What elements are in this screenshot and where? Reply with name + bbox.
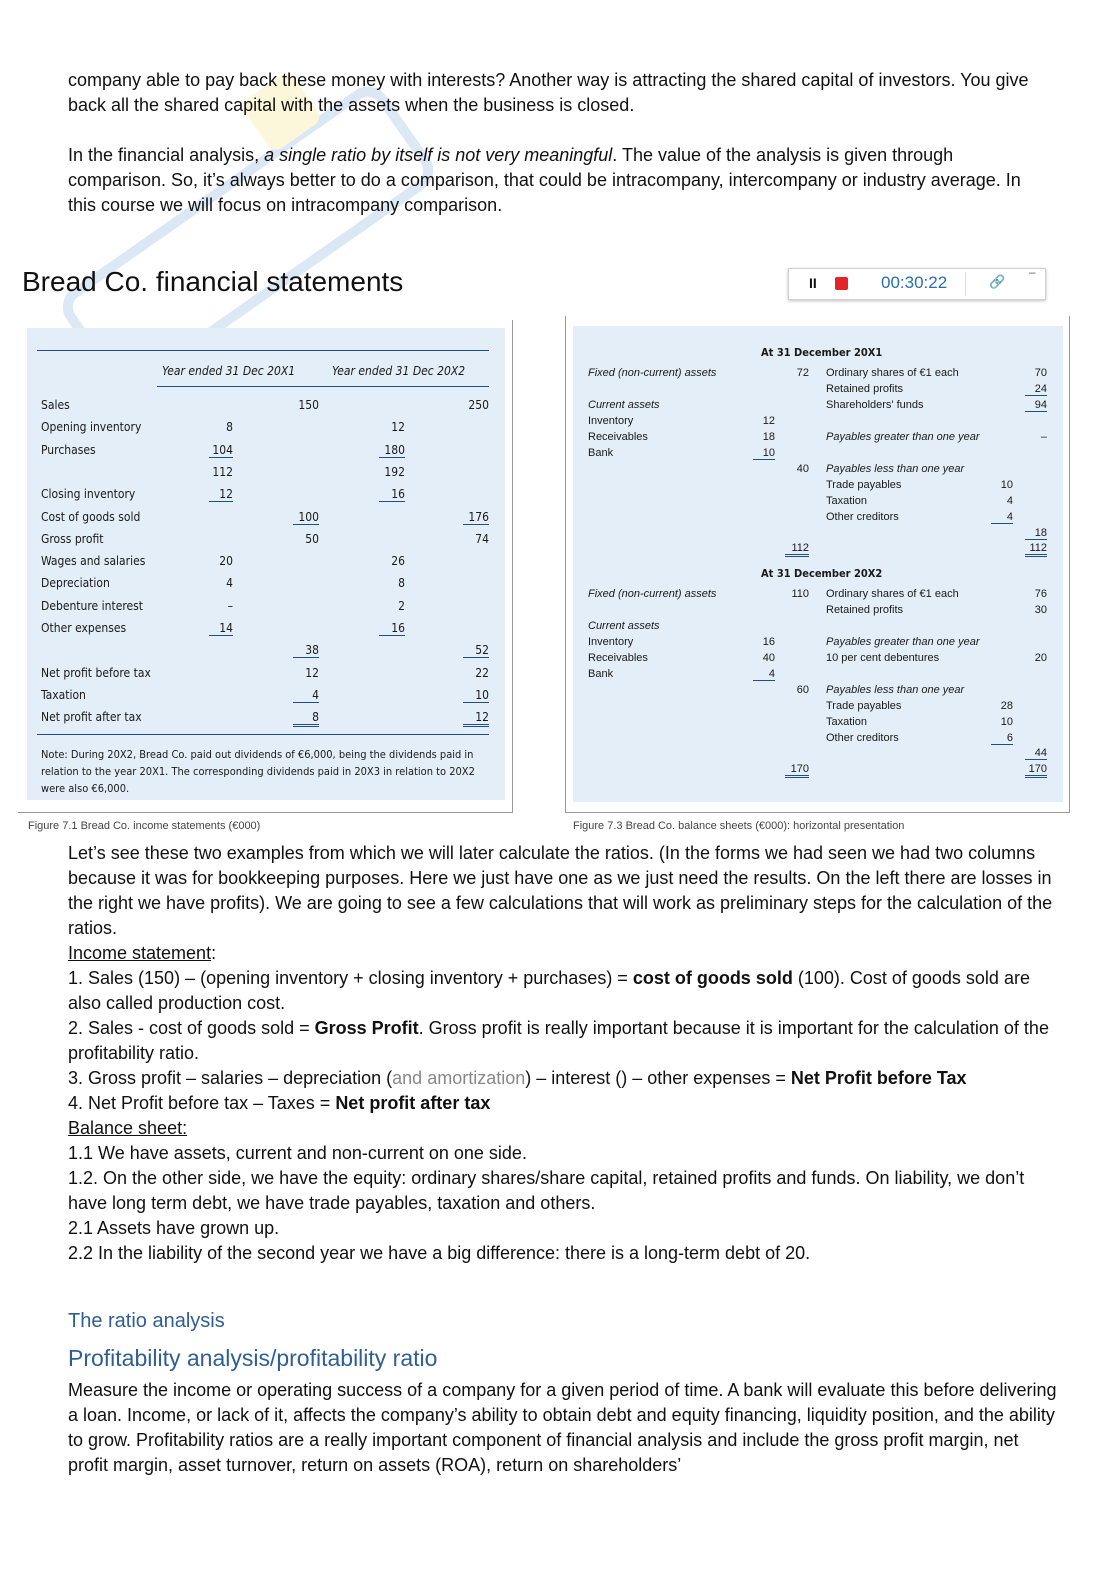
income-value-20x1-detail: 4 [226,576,233,591]
receivables-label: Receivables [588,431,648,443]
income-value-20x2-total: 22 [475,665,489,680]
current-assets-label: Current assets [588,399,660,411]
income-value-20x2-detail: 2 [398,598,405,613]
trade-payables-value: 28 [1000,700,1013,712]
current-assets-label: Current assets [588,620,660,632]
page-title: Bread Co. financial statements [22,266,404,297]
income-value-20x1-detail: 104 [209,443,233,458]
income-row-label: Cost of goods sold [41,509,141,524]
debentures-value: 20 [1034,652,1047,664]
inventory-value: 16 [762,636,775,648]
retained-profits-value: 24 [1025,383,1047,396]
rule [37,734,489,735]
fixed-assets-value: 110 [791,588,809,600]
current-assets-total: 40 [796,463,809,475]
taxation-value: 10 [1000,716,1013,728]
other-creditors-value: 4 [991,511,1013,524]
inventory-label: Inventory [588,415,634,427]
trade-payables-label: Trade payables [826,700,902,712]
payables-lt-year-label: Payables less than one year [826,463,965,475]
retained-profits-label: Retained profits [826,604,904,616]
income-value-20x1-total: 100 [293,510,319,525]
other-creditors-label: Other creditors [826,732,899,744]
taxation-label: Taxation [826,495,867,507]
shareholders-funds-value: 94 [1025,399,1047,412]
liabilities-total: 18 [1025,527,1047,540]
income-value-20x2-detail: 192 [384,464,405,479]
income-row-label: Closing inventory [41,487,136,502]
retained-profits-label: Retained profits [826,383,904,395]
income-value-20x1-detail: – [227,598,233,613]
income-value-20x2-total: 10 [463,688,489,703]
balance-title-20x1: At 31 December 20X1 [761,346,883,359]
minimize-button[interactable]: – [1029,265,1036,279]
explanation-paragraph: Let’s see these two examples from which we will later calculate the ratios. (In the forms we had seen we had two columns because it was for bookkeeping purposes. Here we just have one as we just need the results. On the left there are losses in the right we have profits). We are going to see a few calculations that will work as preliminary steps for the calculation of the ratios. [68,843,1053,938]
income-value-20x1-total: 50 [305,531,319,546]
income-step-4: 4. Net Profit before tax – Taxes = Net profit after tax [68,1093,491,1113]
shareholders-funds-label: Shareholders' funds [826,399,924,411]
intro-paragraph-2: In the financial analysis, a single ratio by itself is not very meaningful. The value of the analysis is given through comparison. So, it’s always better to do a comparison, that could be intracompany, intercompany or industry average. In this course we will focus on intracompany comparison. [68,145,1021,215]
balance-title-20x2: At 31 December 20X2 [761,567,883,580]
fixed-assets-label: Fixed (non-current) assets [588,367,717,379]
other-creditors-value: 6 [991,732,1013,745]
intro-paragraph-1: company able to pay back these money with interests? Another way is attracting the shared capital of investors. You give back all the shared capital with the assets when the business is closed. [68,70,1029,115]
income-value-20x2-detail: 16 [379,487,405,502]
income-value-20x2-total: 250 [468,398,489,412]
income-value-20x1-total: 150 [298,398,319,412]
income-value-20x1-detail: 14 [209,621,233,636]
income-value-20x2-total: 12 [463,710,489,727]
stop-record-button[interactable] [835,277,848,290]
income-row-label: Other expenses [41,621,127,635]
recording-toolbar [788,265,1046,300]
income-step-3: 3. Gross profit – salaries – depreciation (and amortization) – interest () – other expenses = Net Profit before Tax [68,1068,967,1088]
income-statement-figure [27,328,505,800]
pause-button[interactable]: II [809,275,817,291]
bank-label: Bank [588,447,614,459]
toolbar-divider [965,272,966,296]
income-row-label: Depreciation [41,576,110,591]
income-note: Note: During 20X2, Bread Co. paid out dividends of €6,000, being the dividends paid in relation to the year 20X1. The corresponding dividends paid in 20X3 in relation to 20X2 were also €6,000. [41,748,475,795]
total-liabilities: 170 [1025,763,1047,778]
recording-timer: 00:30:22 [881,273,948,292]
income-step-1: 1. Sales (150) – (opening inventory + closing inventory + purchases) = cost of goods sold (100). Cost of goods sold are also called production cost. [68,968,1030,1013]
income-value-20x2-total: 74 [475,531,489,546]
income-row-label: Purchases [41,442,96,457]
figure-caption-income: Figure 7.1 Bread Co. income statements (€000) [28,820,261,832]
section-heading-ratio: The ratio analysis [68,1310,225,1332]
other-creditors-label: Other creditors [826,511,899,523]
income-row-label: Debenture interest [41,598,144,613]
liabilities-total: 44 [1025,747,1047,760]
income-row-label: Taxation [41,687,86,702]
income-value-20x2-detail: 8 [398,576,405,591]
income-value-20x2-detail: 26 [391,554,405,569]
income-row-label: Net profit after tax [41,710,142,725]
balance-sheet-figure [573,326,1063,802]
total-assets: 170 [785,763,809,778]
income-value-20x1-detail: 20 [219,554,233,569]
income-value-20x1-total: 12 [305,665,319,680]
income-statement-heading: Income statement: [68,943,217,963]
balance-point-4: 2.2 In the liability of the second year we have a big difference: there is a long-term debt of 20. [68,1243,811,1263]
rule [157,386,489,387]
link-icon[interactable]: 🔗 [989,274,1006,289]
receivables-value: 18 [762,431,775,443]
ordinary-shares-value: 76 [1034,588,1047,600]
income-value-20x2-detail: 180 [379,443,405,458]
retained-profits-value: 30 [1034,604,1047,616]
bank-value: 10 [753,447,775,460]
balance-point-2: 1.2. On the other side, we have the equity: ordinary shares/share capital, retained profits and funds. On liability, we don’t have long term debt, we have trade payables, taxation and others. [68,1168,1025,1213]
receivables-value: 40 [762,652,775,664]
income-value-20x2-total: 52 [463,643,489,658]
income-row-label: Opening inventory [41,420,142,435]
ordinary-shares-value: 70 [1034,367,1047,379]
ordinary-shares-label: Ordinary shares of €1 each [826,367,959,379]
inventory-value: 12 [762,415,775,427]
section-heading-profitability: Profitability analysis/profitability ratio [68,1345,438,1371]
total-liabilities: 112 [1025,542,1047,557]
income-step-2: 2. Sales - cost of goods sold = Gross Profit. Gross profit is really important because it is important for the calculation of the profitability ratio. [68,1018,1049,1063]
figure-caption-balance: Figure 7.3 Bread Co. balance sheets (€000): horizontal presentation [573,820,905,832]
fixed-assets-value: 72 [796,367,809,379]
taxation-label: Taxation [826,716,867,728]
trade-payables-label: Trade payables [826,479,902,491]
income-row-label: Net profit before tax [41,665,151,680]
column-header-20x2: Year ended 31 Dec 20X2 [332,364,466,378]
bank-value: 4 [753,668,775,681]
payables-gt-year-label: Payables greater than one year [826,636,980,648]
body-text [68,841,1058,1266]
income-value-20x1-total: 38 [293,643,319,658]
current-assets-total: 60 [796,684,809,696]
balance-sheet-heading: Balance sheet: [68,1118,188,1138]
income-value-20x2-detail: 12 [391,420,405,435]
income-value-20x1-detail: 112 [212,464,233,479]
bank-label: Bank [588,668,614,680]
income-value-20x1-total: 8 [293,710,319,727]
inventory-label: Inventory [588,636,634,648]
ordinary-shares-label: Ordinary shares of €1 each [826,588,959,600]
receivables-label: Receivables [588,652,648,664]
income-value-20x1-detail: 8 [226,420,233,435]
rule [37,350,489,351]
income-value-20x1-detail: 12 [209,487,233,502]
debentures-label: 10 per cent debentures [826,652,940,664]
income-value-20x1-total: 4 [293,688,319,703]
profitability-paragraph: Measure the income or operating success of a company for a given period of time. A bank will evaluate this before delivering a loan. Income, or lack of it, affects the company’s ability to obtain debt and equity financing, liquidity position, and the ability to grow. Profitability ratios are a really important component of financial analysis and include the gross profit margin, net profit margin, asset turnover, return on assets (ROA), return on shareholders’ [68,1380,1057,1475]
balance-point-1: 1.1 We have assets, current and non-current on one side. [68,1143,527,1163]
payables-gt-year-label: Payables greater than one year [826,431,980,443]
taxation-value: 4 [1006,495,1013,507]
payables-lt-year-label: Payables less than one year [826,684,965,696]
total-assets: 112 [785,542,809,557]
column-header-20x1: Year ended 31 Dec 20X1 [162,364,296,378]
fixed-assets-label: Fixed (non-current) assets [588,588,717,600]
trade-payables-value: 10 [1000,479,1013,491]
income-value-20x2-detail: 16 [379,621,405,636]
balance-point-3: 2.1 Assets have grown up. [68,1218,280,1238]
income-row-label: Gross profit [41,531,104,546]
payables-gt-year-value: – [1040,431,1047,443]
income-value-20x2-total: 176 [463,510,489,525]
income-row-label: Wages and salaries [41,554,146,569]
income-row-label: Sales [41,398,70,412]
